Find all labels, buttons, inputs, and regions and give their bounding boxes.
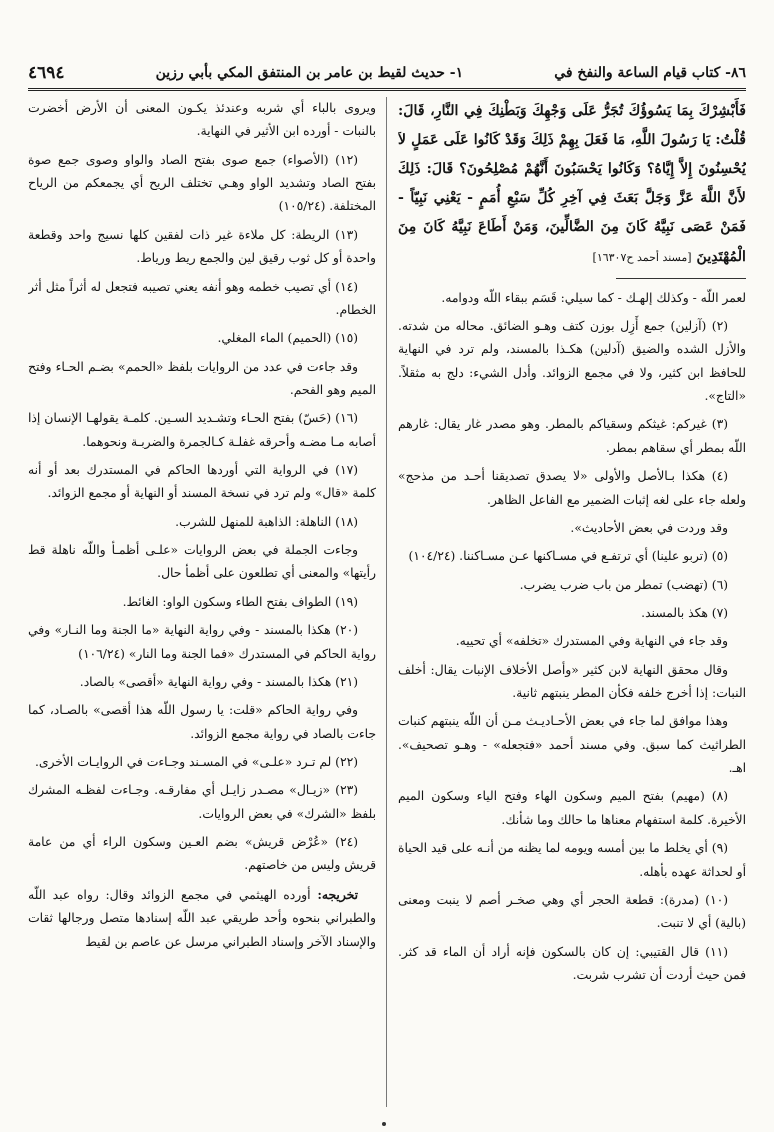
header-rule [28, 88, 746, 91]
footnote: (٢٤) «عُرْض قريش» بضم العـين وسكون الراء أي من عامة قريش وليس من خاصتهم. [28, 835, 376, 873]
takhrij [28, 883, 376, 954]
footnote: (١٦) (حَسّ) بفتح الحـاء وتشـديد السـين. كلمـة يقولهـا الإنسان إذا أصابه مـا مضـه وأحرقه غفلـة كـالجمرة والضربـة ونحوهما. [28, 411, 376, 449]
hadith-body: فَأَبْشِرْكَ بِمَا يَسُوؤُكَ تُجَرُّ عَلَى وَجْهِكَ وَبَطْنِكَ فِي النَّارِ، قَالَ: قُلْتُ: يَا رَسُولَ اللَّهِ، مَا فَعَلَ بِهِمْ ذَلِكَ وَقَدْ كَانُوا عَلَى عَمَلٍ لاَ يُحْسِنُونَ إِلاَّ إِيَّاهُ؟ وَكَانُوا يَحْسَبُونَ أَنَّهُمْ مُصْلِحُونَ؟ قَالَ: ذَلِكَ لأَنَّ اللَّهَ عَزَّ وَجَلَّ بَعَثَ فِي آخِرِ كُلِّ سَبْعِ أُمَمٍ - يَعْنِي نَبِيّاً - فَمَنْ عَصَى نَبِيَّهُ كَانَ مِنَ الضَّالِّينَ، وَمَنْ أَطَاعَ نَبِيَّهُ كَانَ مِنَ الْمُهْتَدِينَ [398, 103, 746, 265]
footnote: (٦) (تهضب) تمطر من باب ضرب يضرب. [519, 577, 728, 592]
book-title: ٨٦- كتاب قيام الساعة والنفخ في [554, 64, 746, 81]
footnote: (٢٢) لم تـرد «علـى» في المسـند وجـاءت في الروايـات الأخرى. [34, 754, 358, 769]
footnote: (٢٠) هكذا بالمسند - وفي رواية النهاية «ما الجنة وما النـار» وفي رواية الحاكم في المستدرك «فما الجنة وما النار» (١٠٦/٢٤) [28, 623, 376, 661]
footnote: (١٠) (مدرة): قطعة الحجر أي وهي صخـر أصم لا ينبت ومعنى (بالية) أي لا تنبت. [398, 892, 746, 931]
footnote: (١٩) الطواف بفتح الطاء وسكون الواو: الغائط. [122, 594, 358, 609]
footnote: (٢٣) «زيـال» مصـدر زايـل أي مفارقـه. وجـاءت لفظـه المشرك بلفظ «الشرك» في بعض الروايات. [28, 783, 376, 821]
hadith-text [398, 97, 746, 272]
footnote: (١١) قال القتيبي: إن كان بالسكون فإنه أراد أن الماء قد كثر. فمن حيث أردت أن تشرب شربت. [398, 944, 746, 982]
footnote: وقد جاءت في عدد من الروايات بلفظ «الحمم» بضـم الحـاء وفتح الميم وهو الفحم. [28, 359, 376, 397]
footnote: وقد وردت في بعض الأحاديث». [570, 520, 728, 535]
footer-mark [382, 1122, 386, 1126]
running-header [28, 58, 746, 88]
footnote: (١٤) أي تصيب خطمه وهو أنفه يعني تصيبه فتجعل له أثراً مثل أثر الخطام. [28, 279, 376, 317]
footnote: وقد جاء في النهاية وفي المستدرك «تخلفه» أي تحييه. [455, 634, 728, 649]
left-column [28, 97, 376, 1107]
footnote: (١٧) في الرواية التي أوردها الحاكم في المستدرك بعد أو أنه كلمة «قال» ولم ترد في نسخة المسند أو النهاية أو مجمع الزوائد. [28, 463, 376, 501]
hadith-title: ١- حديث لقيط بن عامر بن المنتفق المكي بأبي رزين [155, 64, 464, 81]
footnote: (١٥) (الحميم) الماء المغلي. [217, 331, 358, 346]
footnote: ويروى بالباء أي شربه وعندئذ يكـون المعنى أن الأرض أخضرت بالنبات - أورده ابن الأثير في النهاية. [28, 101, 376, 139]
footnote: (٣) غيركم: غيثكم وسقياكم بالمطر. وهو مصدر غار يقال: غارهم اللّه بمطر أي سقاهم بمطر. [398, 417, 746, 455]
footnote: (٢) (آزلين) جمع أَزِل بوزن كتف وهـو الضائق. محاله من شدته. والأزل الشده والضيق (آدلين) هكـذا بالمسند، ولم ترد في النهاية للحافظ ابن كثير، ولا في مجمع الزوائد. وأدل الشيء: دلج به مثقلاً. «التاج». [398, 319, 746, 404]
footnote: وقال محقق النهاية لابن كثير «وأصل الأخلاف الإنبات يقال: أخلف النبات: إذا أخرج خلفه فكأن المطر ينبتهم ثانية. [398, 662, 746, 701]
footnote: وجاءت الجملة في بعض الروايات «علـى أظمـأ واللّه ناهلة قط رأيتها» والمعنى أي تطلعون على أظمأ حال. [28, 543, 376, 581]
footnote: (٩) أي يخلط ما بين أمسه ويومه لما يظنه من أنـه على قيد الحياة أو لحداثة عهده بأهله. [398, 841, 746, 879]
footnote: (٤) هكذا بـالأصل والأولى «لا يصدق تصديقنا أحـد من مذحج» ولعله جاء على لغه إثبات الضمير مع الفاعل الظاهر. [398, 469, 746, 507]
footnote: وفي رواية الحاكم «قلت: يا رسول اللّه هذا أقصى» بالصـاد، كما جاءت بالصاد في رواية مجمع الزوائد. [28, 703, 376, 741]
right-column [398, 97, 746, 1107]
footnote: (٨) (مهيم) بفتح الميم وسكون الهاء وفتح الياء وسكون الميم الأخيرة. كلمة استفهام معناها ما حالك وما شأنك. [398, 789, 746, 827]
column-divider [386, 97, 387, 1107]
footnote-separator [616, 278, 746, 279]
takhrij-label: تخريجه: [317, 886, 358, 902]
page-number: ٤٦٩٤ [28, 62, 65, 83]
hadith-reference: [مسند أحمد ح١٦٣٠٧] [592, 250, 692, 264]
takhrij-text: أورده الهيثمي في مجمع الزوائد وقال: رواه عبد اللّه والطبراني بنحوه وأحد طريقي عبد اللّه إسنادها متصل ورجالها ثقات والإسناد الآخر وإسناد الطبراني مرسل عن عاصم بن لقيط [28, 887, 376, 949]
footnote: (١٣) الريطة: كل ملاءة غير ذات لفقين كلها نسيج واحد وقطعة واحدة أو كل ثوب رقيق لين والجمع ريط ورياط. [28, 227, 376, 266]
footnote: (١٢) (الأصواء) جمع صوى بفتح الصاد والواو وصوى جمع صوة بفتح الصاد وتشديد الواو وهـي تختلف الريح أي يجمعكم من الرياح المختلفة. (١٠٥/٢٤) [28, 152, 376, 214]
footnote: (٢١) هكذا بالمسند - وفي رواية النهاية «أقصى» بالصاد. [79, 674, 358, 689]
footnote: (١٨) الناهلة: الذاهبة للمنهل للشرب. [175, 514, 358, 529]
footnote: لعمر اللّه - وكذلك إلهـك - كما سيلي: قَسَم ببقاء اللّه ودوامه. [441, 290, 746, 305]
footnote: وهذا موافق لما جاء في بعض الأحـاديـث مـن أن اللّه ينبتهم كنبات الطراثيث كما سبق. وفي مسند أحمد «فتجعله» - وهـو تصحيف». اهـ. [398, 714, 746, 776]
footnote: (٧) هكذ بالمسند. [641, 605, 728, 620]
footnote: (٥) (تربو علينا) أي ترتفـع في مسـاكنها عـن مسـاكننا. (١٠٤/٢٤) [408, 549, 728, 564]
